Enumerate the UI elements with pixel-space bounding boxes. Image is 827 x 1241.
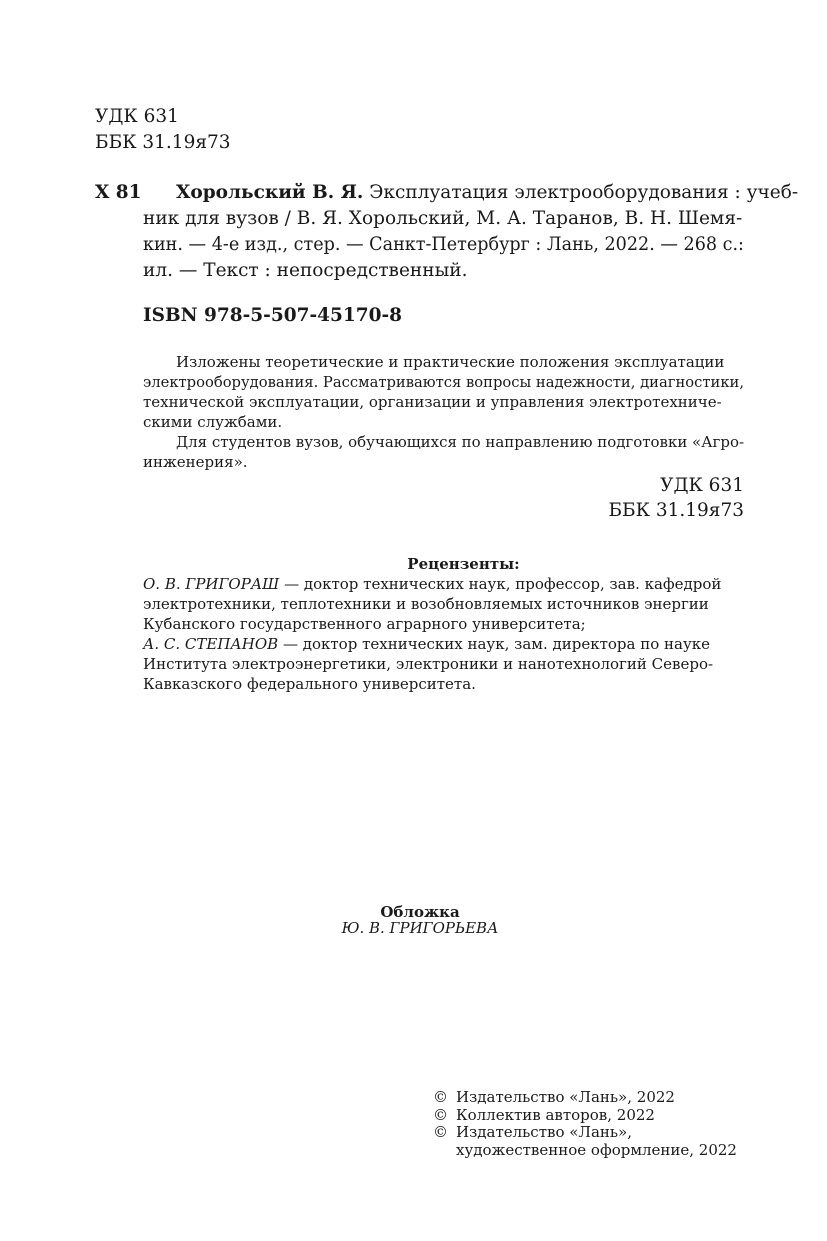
copyright-line: Издательство «Лань», [456,1123,633,1141]
annotation-line: Для студентов вузов, обучающихся по направлению подготовки «Агро- [176,433,745,451]
udk-header: УДК 631 [95,106,179,127]
reviewer-1-name: О. В. ГРИГОРАШ [143,575,280,593]
reviewer-1-line-1 [143,574,721,594]
udk-classification: УДК 631 [660,475,744,496]
reviewer-2-line-1 [143,634,710,654]
annotation-line: инженерия». [143,453,248,471]
bbk-classification: ББК 31.19я73 [608,500,744,521]
annotation-line: скими службами. [143,413,283,431]
reviewer-2-line-2: Института электроэнергетики, электроники и нанотехнологий Северо- [143,655,714,673]
copyright-symbol: © [433,1123,448,1141]
annotation-line: электрооборудования. Рассматриваются вопросы надежности, диагностики, [143,373,745,391]
copyright-line: Издательство «Лань», 2022 [456,1088,675,1106]
reviewer-2-line-3: Кавказского федерального университета. [143,675,476,693]
copyright-line: Коллектив авторов, 2022 [456,1106,655,1124]
bib-line-4: ил. — Текст : непосредственный. [143,260,468,281]
copyright-symbol: © [433,1106,448,1124]
cover-title: Обложка [380,903,460,921]
reviewer-1-line-2: электротехники, теплотехники и возобновляемых источников энергии [143,595,709,613]
annotation-line: Изложены теоретические и практические положения эксплуатации [176,353,725,371]
reviewer-2-name: А. С. СТЕПАНОВ [143,635,279,653]
annotation-line: технической эксплуатации, организации и управления электротехниче- [143,393,722,411]
copyright-line: художественное оформление, 2022 [456,1141,737,1159]
bib-author: Хорольский В. Я. [176,182,364,203]
bib-line-1 [176,180,799,206]
author-sign-code: Х 81 [95,182,142,203]
cover-designer: Ю. В. ГРИГОРЬЕВА [341,919,499,937]
bbk-header: ББК 31.19я73 [95,132,231,153]
reviewer-2-text: — доктор технических наук, зам. директора по науке [278,635,711,653]
bib-line-3: кин. — 4-е изд., стер. — Санкт-Петербург : Лань, 2022. — 268 с.: [143,234,744,255]
bib-line-2: ник для вузов / В. Я. Хорольский, М. А. Таранов, В. Н. Шемя- [143,208,743,229]
isbn: ISBN 978-5-507-45170-8 [143,305,403,326]
copyright-symbol: © [433,1088,448,1106]
bib-line-1-rest: Эксплуатация электрооборудования : учеб- [363,182,799,203]
reviewer-1-text: — доктор технических наук, профессор, зав. кафедрой [279,575,722,593]
reviewer-1-line-3: Кубанского государственного аграрного университета; [143,615,586,633]
reviewers-title: Рецензенты: [407,555,520,573]
